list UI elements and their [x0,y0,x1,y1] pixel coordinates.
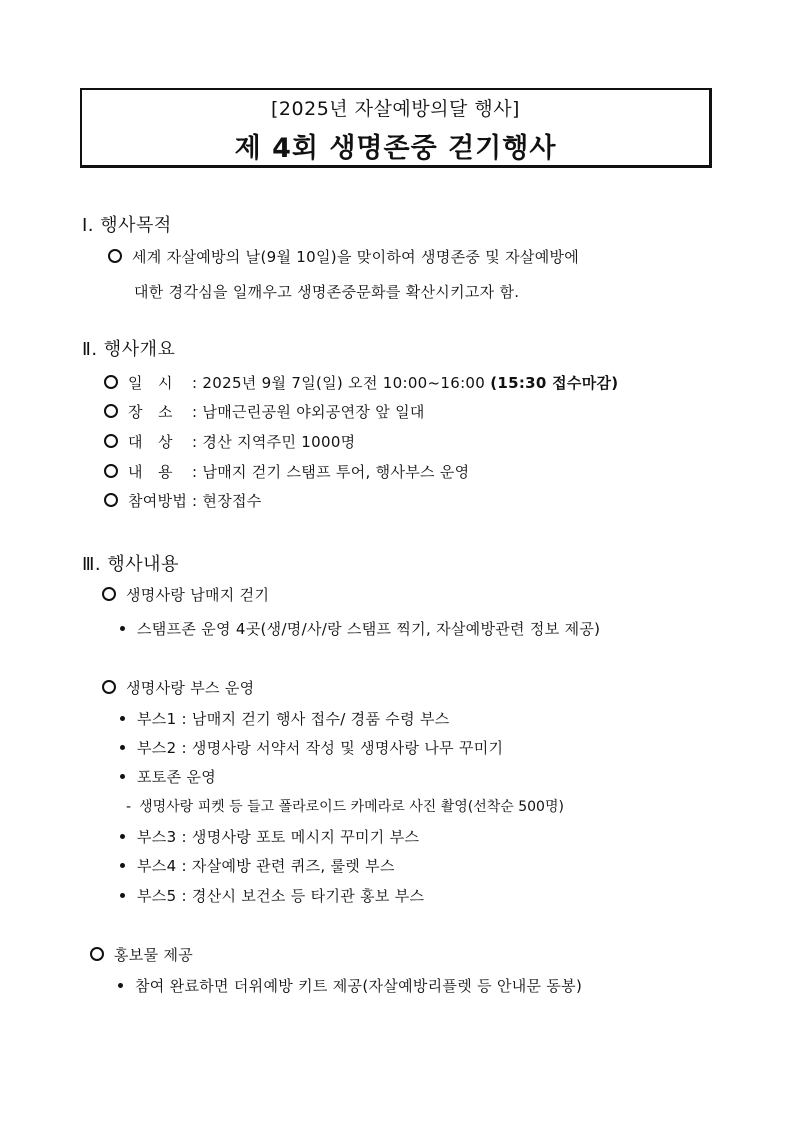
photozone-row [120,766,216,787]
booth3-text: 부스3 : 생명사랑 포토 메시지 꾸미기 부스 [137,828,420,846]
place-label: 장 소 [128,403,173,421]
booth3-row [120,826,419,847]
purpose-line-2: 대한 경각심을 일깨우고 생명존중문화를 확산시키고자 함. [134,283,520,301]
booth2-text: 부스2 : 생명사랑 서약서 작성 및 생명사랑 나무 꾸미기 [137,739,504,757]
promo-item: 참여 완료하면 더위예방 키트 제공(자살예방리플렛 등 안내문 동봉) [135,977,583,995]
dot-bullet-icon [120,774,125,779]
booth5-text: 부스5 : 경산시 보건소 등 타기관 홍보 부스 [137,887,425,905]
event-title: 제 4회 생명존중 걷기행사 [234,133,557,164]
purpose-line-1 [108,246,579,267]
overview-target [104,431,355,452]
title-box [80,88,712,168]
circle-bullet-icon [102,587,116,601]
walk-item: 스탬프존 운영 4곳(생/명/사/랑 스탬프 찍기, 자살예방관련 정보 제공) [137,620,601,638]
section-heading-purpose: Ⅰ. 행사목적 [82,215,172,236]
promo-title-row [90,944,193,965]
dot-bullet-icon [120,745,125,750]
booth5-row [120,885,424,906]
dot-bullet-icon [120,626,125,631]
booth1-text: 부스1 : 남매지 걷기 행사 접수/ 경품 수령 부스 [137,710,450,728]
booth-title: 생명사랑 부스 운영 [126,679,255,697]
booth-title-row [102,677,254,698]
photozone-detail-row [126,796,564,816]
section-heading-content: Ⅲ. 행사내용 [82,554,179,575]
date-value: : 2025년 9월 7일(일) 오전 10:00~16:00 [192,374,491,392]
overview-content [104,461,469,482]
dash-bullet-icon: - [126,799,132,815]
walk-item-row [120,618,600,639]
dot-bullet-icon [120,834,125,839]
circle-bullet-icon [104,404,118,418]
method-value: : 현장접수 [192,492,262,510]
event-subtitle: [2025년 자살예방의달 행사] [271,98,520,120]
target-value: : 경산 지역주민 1000명 [192,433,356,451]
walk-title-row [102,584,269,605]
content-label: 내 용 [128,463,173,481]
method-label: 참여방법 [128,492,188,510]
walk-title: 생명사랑 남매지 걷기 [126,586,270,604]
date-label: 일 시 [128,374,173,392]
booth1-row [120,708,450,729]
overview-place [104,401,425,422]
dot-bullet-icon [118,983,123,988]
date-extra: (15:30 접수마감) [490,374,619,392]
circle-bullet-icon [104,493,118,507]
circle-bullet-icon [108,249,122,263]
target-label: 대 상 [128,433,173,451]
promo-item-row [118,975,582,996]
overview-date [104,372,618,393]
circle-bullet-icon [102,680,116,694]
booth4-row [120,855,395,876]
photozone-text: 포토존 운영 [137,768,217,786]
circle-bullet-icon [104,464,118,478]
section-heading-overview: Ⅱ. 행사개요 [82,339,176,360]
booth2-row [120,737,503,758]
overview-method [104,490,262,511]
promo-title: 홍보물 제공 [114,946,194,964]
circle-bullet-icon [90,947,104,961]
purpose-text-1: 세계 자살예방의 날(9월 10일)을 맞이하여 생명존중 및 자살예방에 [132,248,580,266]
circle-bullet-icon [104,375,118,389]
dot-bullet-icon [120,863,125,868]
place-value: : 남매근린공원 야외공연장 앞 일대 [192,403,425,421]
photozone-detail: 생명사랑 피켓 등 들고 폴라로이드 카메라로 사진 촬영(선착순 500명) [139,799,564,815]
content-value: : 남매지 걷기 스탬프 투어, 행사부스 운영 [192,463,470,481]
dot-bullet-icon [120,716,125,721]
booth4-text: 부스4 : 자살예방 관련 퀴즈, 룰렛 부스 [137,857,395,875]
dot-bullet-icon [120,893,125,898]
circle-bullet-icon [104,434,118,448]
